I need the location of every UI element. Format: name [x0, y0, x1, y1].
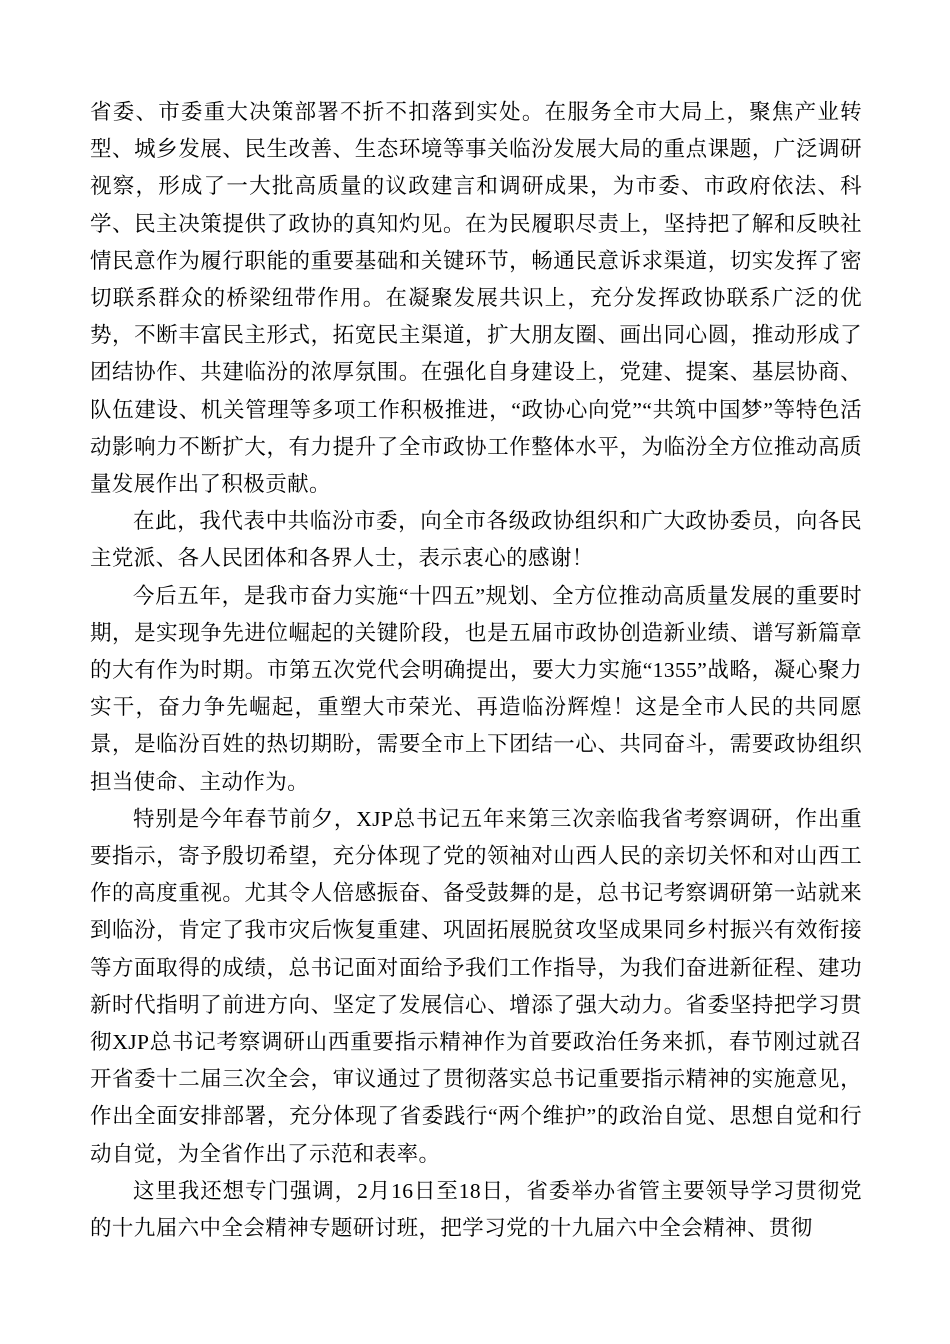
paragraph-thanks: 在此，我代表中共临汾市委，向全市各级政协组织和广大政协委员，向各民主党派、各人民团体和各界人士，表示衷心的感谢！ — [90, 509, 862, 571]
paragraph-seminar: 这里我还想专门强调，2月16日至18日，省委举办省管主要领导学习贯彻党的十九届六中全会精神专题研讨班，把学习党的十九届六中全会精神、贯彻 — [90, 1178, 862, 1241]
paragraph-inspection-visit: 特别是今年春节前夕，XJP总书记五年来第三次亲临我省考察调研，作出重要指示，寄予殷切希望，充分体现了党的领袖对山西人民的亲切关怀和对山西工作的高度重视。尤其令人倍感振奋、备受鼓舞的是，总书记考察调研第一站就来到临汾，肯定了我市灾后恢复重建、巩固拓展脱贫攻坚成果同乡村振兴有效衔接等方面取得的成绩，总书记面对面给予我们工作指导，为我们奋进新征程、建功新时代指明了前进方向、坚定了发展信心、增添了强大动力。省委坚持把学习贯彻XJP总书记考察调研山西重要指示精神作为首要政治任务来抓，春节刚过就召开省委十二届三次全会，审议通过了贯彻落实总书记重要指示精神的实施意见，作出全面安排部署，充分体现了省委践行“两个维护”的政治自觉、思想自觉和行动自觉，为全省作出了示范和表率。 — [90, 806, 862, 1166]
paragraph-continuation: 省委、市委重大决策部署不折不扣落到实处。在服务全市大局上，聚焦产业转型、城乡发展、民生改善、生态环境等事关临汾发展大局的重点课题，广泛调研视察，形成了一大批高质量的议政建言和调研成果，为市委、市政府依法、科学、民主决策提供了政协的真知灼见。在为民履职尽责上，坚持把了解和反映社情民意作为履行职能的重要基础和关键环节，畅通民意诉求渠道，切实发挥了密切联系群众的桥梁纽带作用。在凝聚发展共识上，充分发挥政协联系广泛的优势，不断丰富民主形式，拓宽民主渠道，扩大朋友圈、画出同心圆，推动形成了团结协作、共建临汾的浓厚氛围。在强化自身建设上，党建、提案、基层协商、队伍建设、机关管理等多项工作积极推进，“政协心向党”“共筑中国梦”等特色活动影响力不断扩大，有力提升了全市政协工作整体水平，为临汾全方位推动高质量发展作出了积极贡献。 — [90, 100, 862, 497]
paragraph-next-five-years: 今后五年，是我市奋力实施“十四五”规划、全方位推动高质量发展的重要时期，是实现争先进位崛起的关键阶段，也是五届市政协创造新业绩、谱写新篇章的大有作为时期。市第五次党代会明确提出，要大力实施“1355”战略，凝心聚力实干，奋力争先崛起，重塑大市荣光、再造临汾辉煌！这是全市人民的共同愿景，是临汾百姓的热切期盼，需要全市上下团结一心、共同奋斗，需要政协组织担当使命、主动作为。 — [90, 583, 862, 794]
